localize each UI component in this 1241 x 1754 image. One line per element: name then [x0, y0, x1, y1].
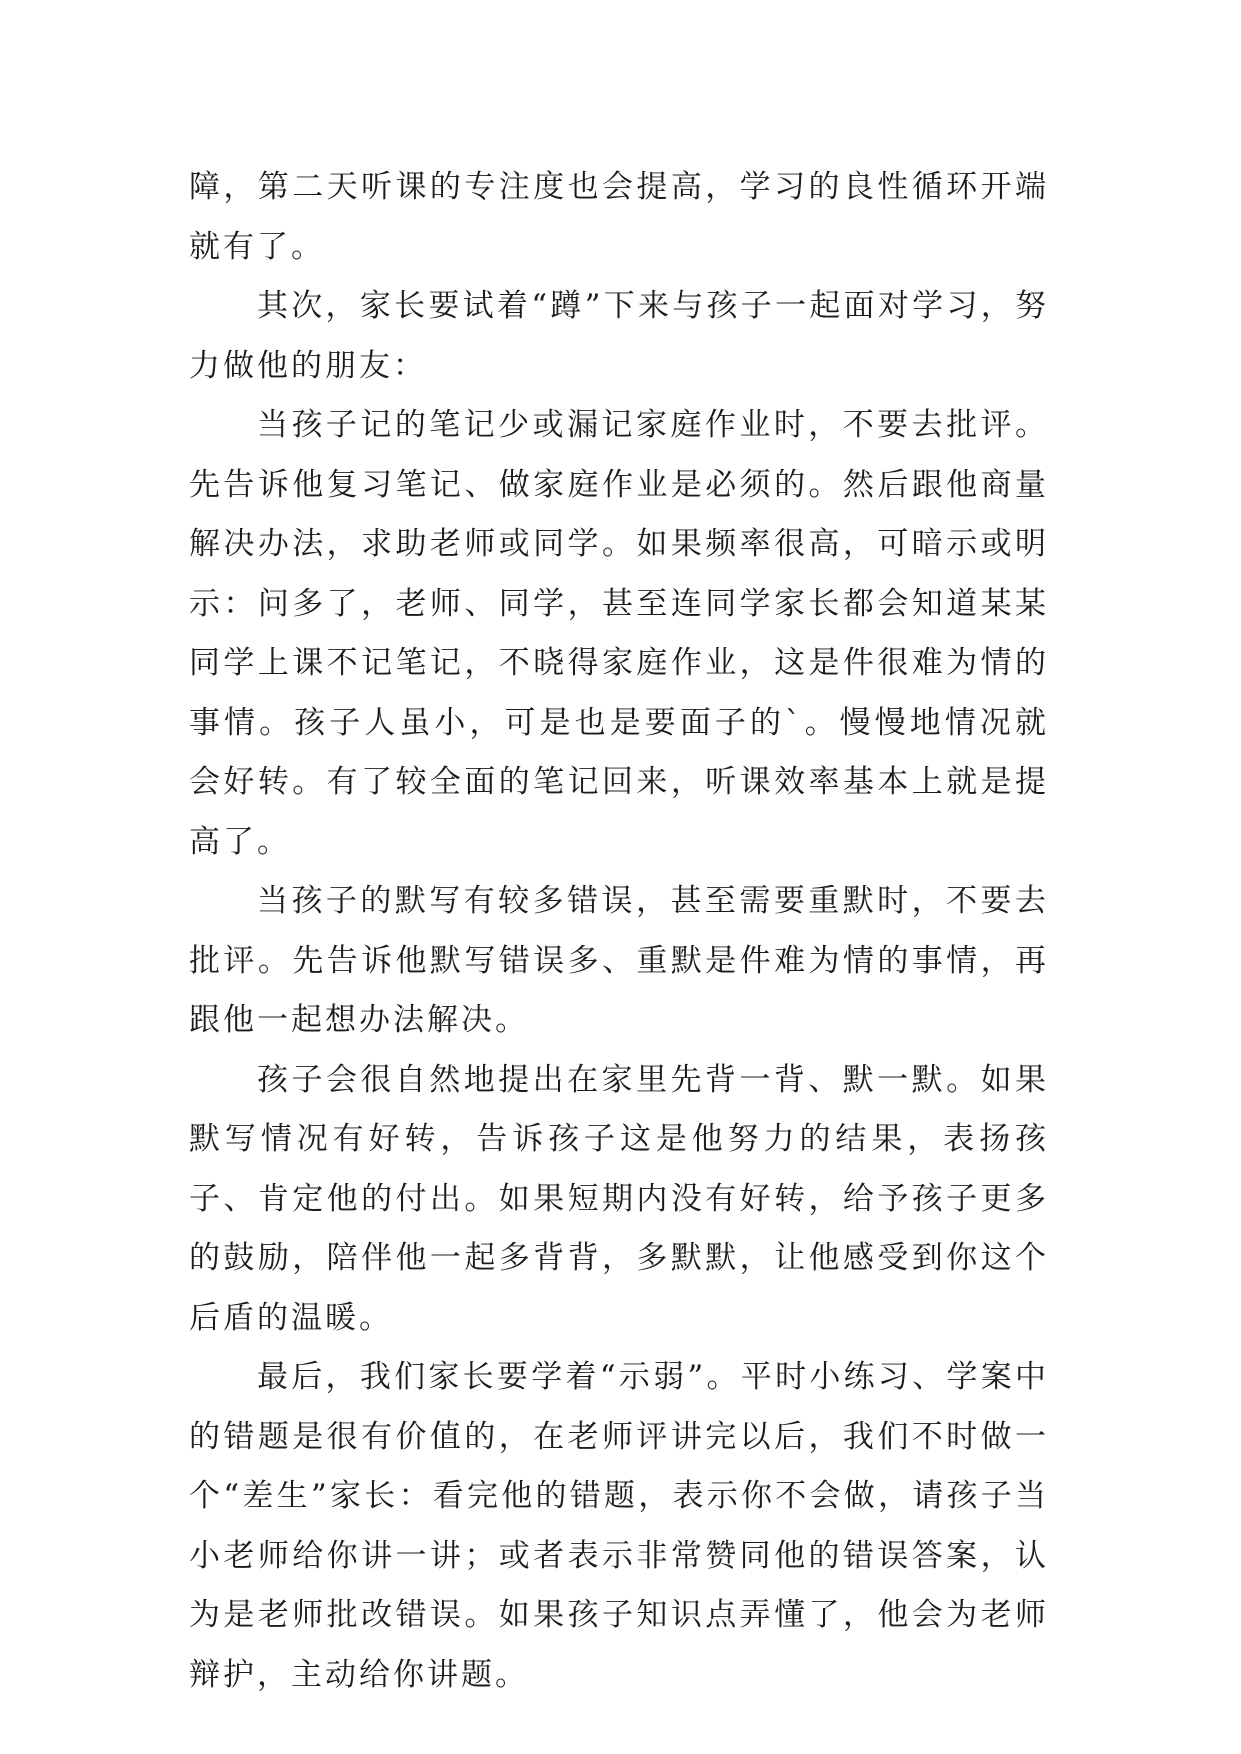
paragraph-4: 当孩子的默写有较多错误，甚至需要重默时，不要去批评。先告诉他默写错误多、重默是件难为情的事情，再跟他一起想办法解决。: [189, 883, 1049, 1038]
paragraph-6: 最后，我们家长要学着“示弱”。平时小练习、学案中的错题是很有价值的，在老师评讲完以后，我们不时做一个“差生”家长：看完他的错题，表示你不会做，请孩子当小老师给你讲一讲；或者表示非常赞同他的错误答案，认为是老师批改错误。如果孩子知识点弄懂了，他会为老师辩护，主动给你讲题。: [189, 1359, 1049, 1693]
paragraph-2: 其次，家长要试着“蹲”下来与孩子一起面对学习，努力做他的朋友：: [189, 288, 1049, 384]
paragraph-5: 孩子会很自然地提出在家里先背一背、默一默。如果默写情况有好转，告诉孩子这是他努力的结果，表扬孩子、肯定他的付出。如果短期内没有好转，给予孩子更多的鼓励，陪伴他一起多背背，多默默，让他感受到你这个后盾的温暖。: [189, 1061, 1049, 1336]
document-body: [189, 158, 1049, 1705]
paragraph-3: 当孩子记的笔记少或漏记家庭作业时，不要去批评。先告诉他复习笔记、做家庭作业是必须的。然后跟他商量解决办法，求助老师或同学。如果频率很高，可暗示或明示：问多了，老师、同学，甚至连同学家长都会知道某某同学上课不记笔记，不晓得家庭作业，这是件很难为情的事情。孩子人虽小，可是也是要面子的`。慢慢地情况就会好转。有了较全面的笔记回来，听课效率基本上就是提高了。: [189, 407, 1049, 860]
paragraph-1: 障，第二天听课的专注度也会提高，学习的良性循环开端就有了。: [189, 169, 1049, 265]
